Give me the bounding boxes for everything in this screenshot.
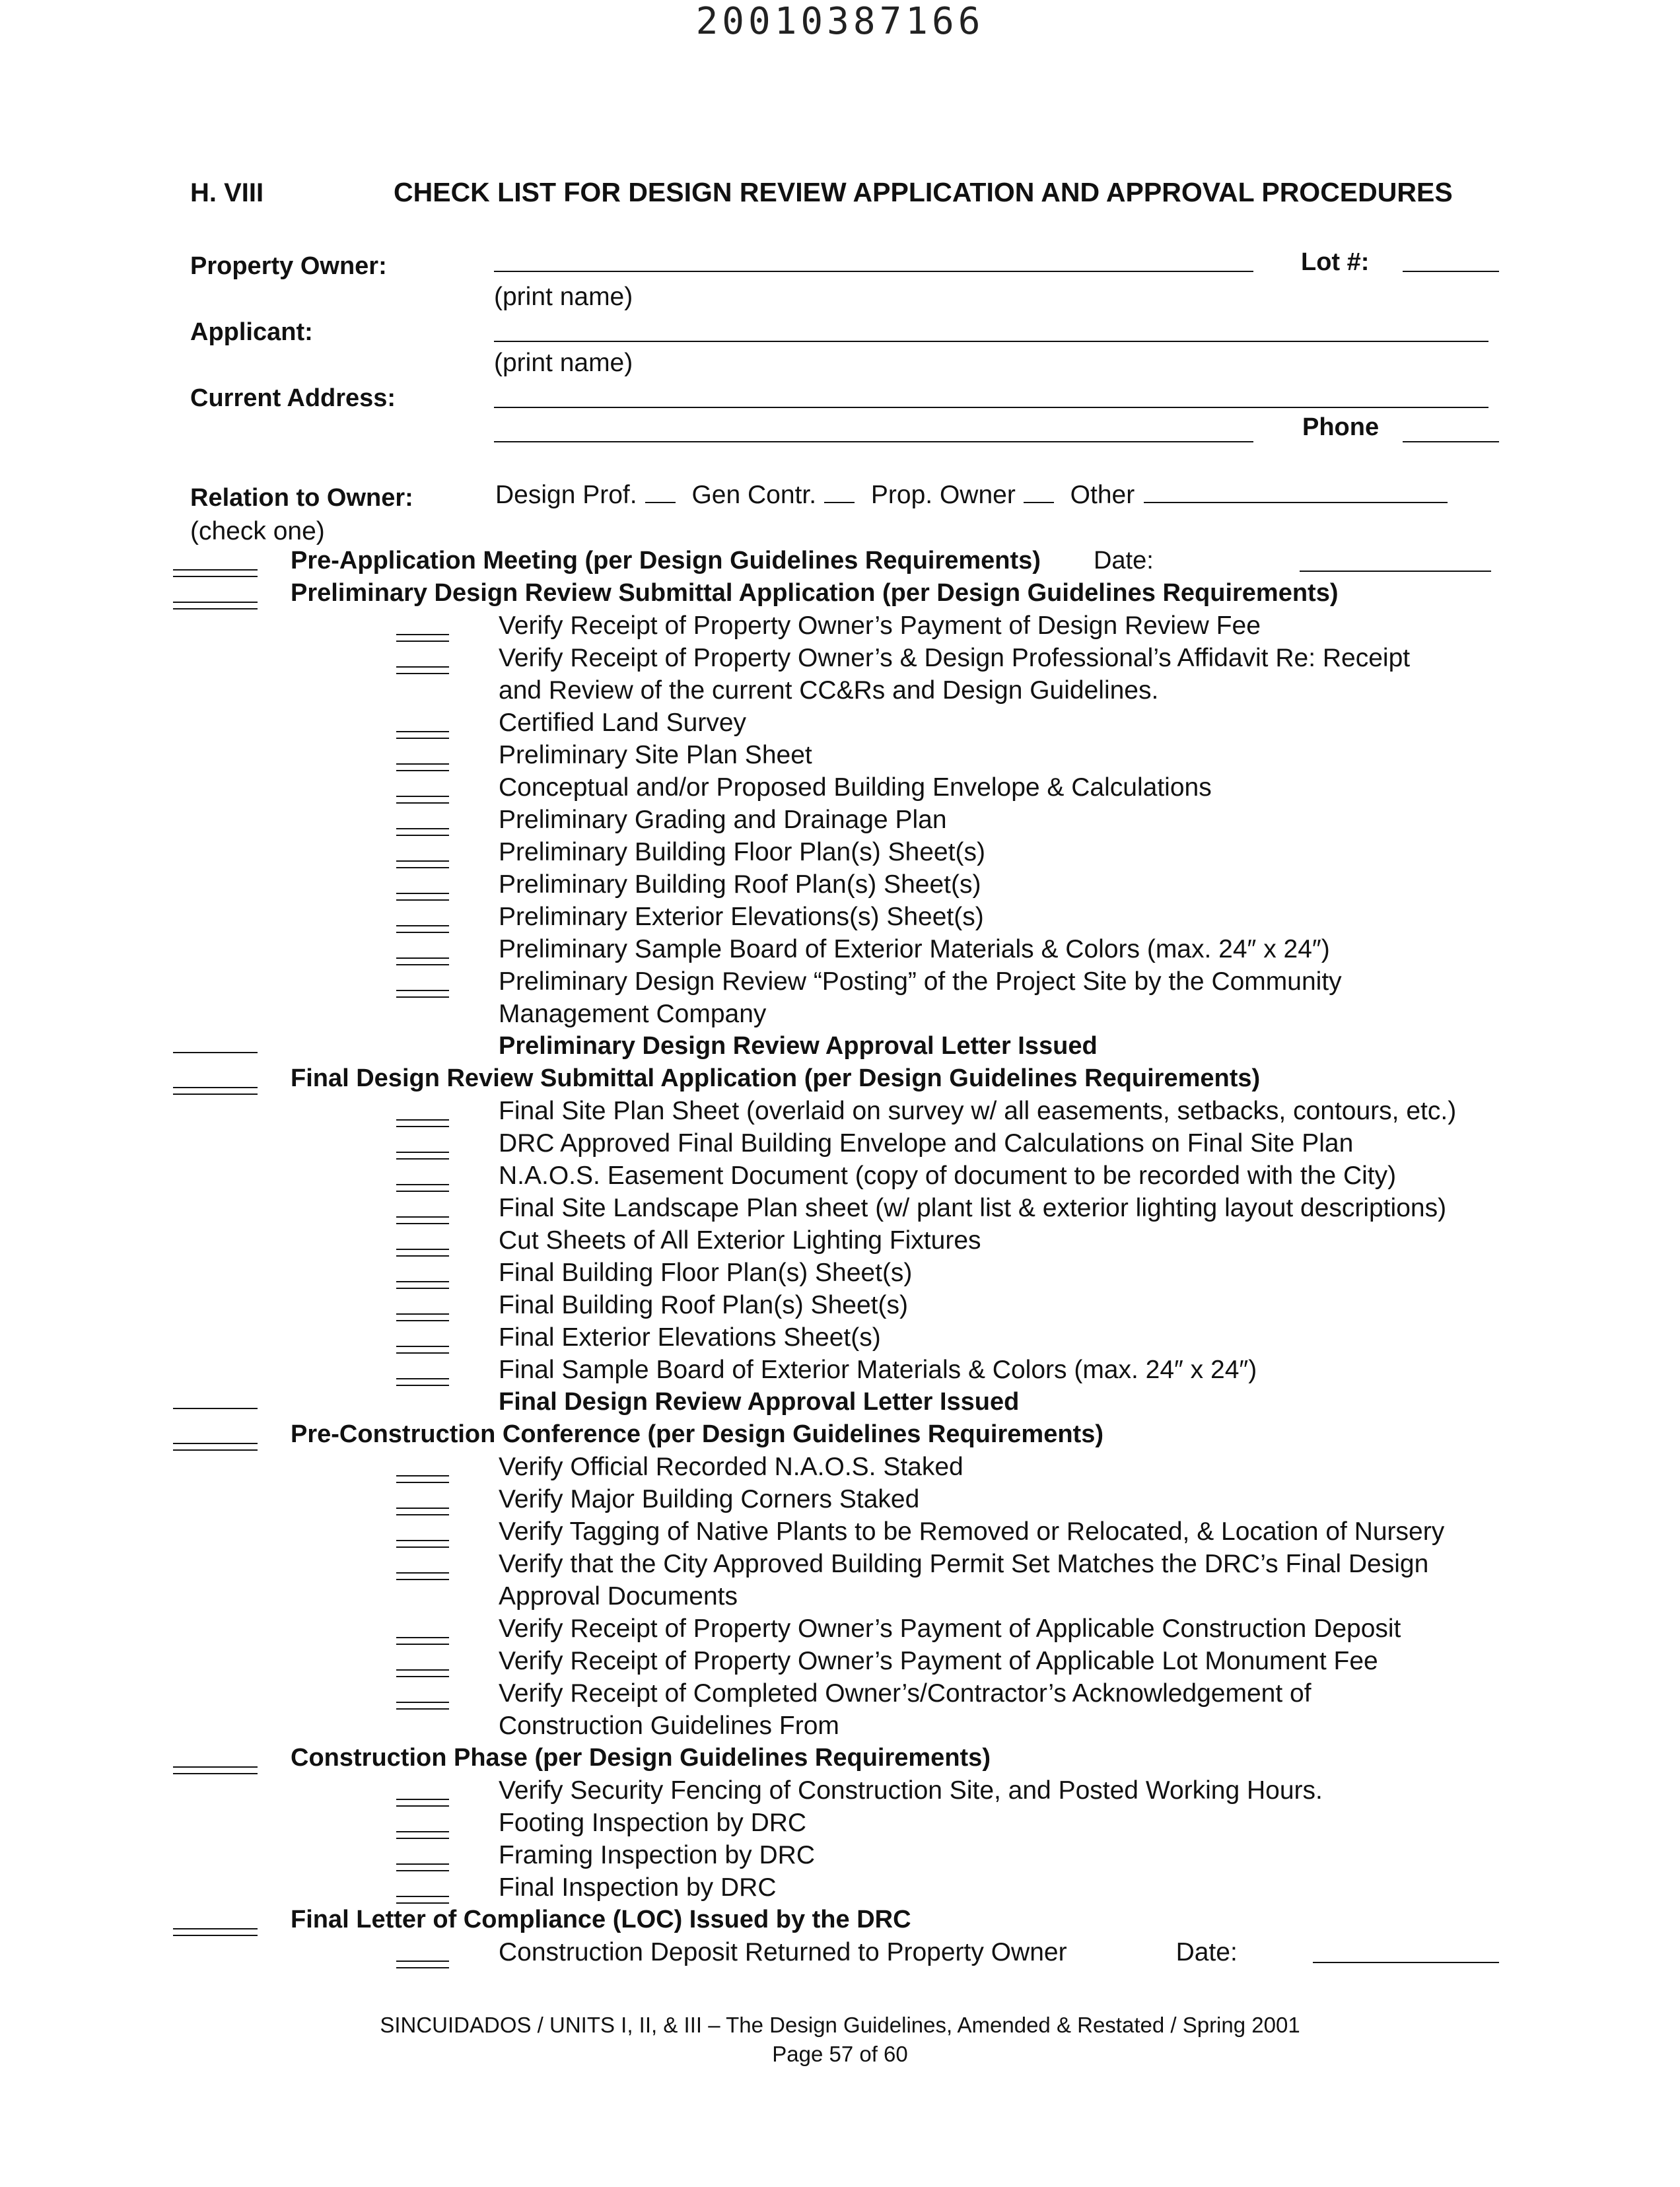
section-checkbox-underline xyxy=(173,1935,258,1936)
property-owner-label: Property Owner: xyxy=(190,252,387,280)
checklist-text: Preliminary Sample Board of Exterior Materials & Colors (max. 24″ x 24″) xyxy=(499,935,1330,963)
checklist-text: and Review of the current CC&Rs and Design Guidelines. xyxy=(499,676,1159,705)
checklist-text: Preliminary Grading and Drainage Plan xyxy=(499,806,947,834)
checklist-text: Final Design Review Submittal Application (per Design Guidelines Requirements) xyxy=(291,1064,1261,1092)
date-field[interactable] xyxy=(1300,571,1491,572)
checklist-text: Approval Documents xyxy=(499,1582,738,1611)
checkbox-gen-contr[interactable] xyxy=(824,482,855,503)
checklist-item xyxy=(291,707,1506,739)
item-checkbox[interactable] xyxy=(396,828,449,829)
checklist-item xyxy=(291,1483,1506,1515)
section-checkbox[interactable] xyxy=(173,1087,258,1088)
option-prop-owner: Prop. Owner xyxy=(870,481,1016,509)
section-checkbox[interactable] xyxy=(173,1052,258,1053)
check-one-hint: (check one) xyxy=(190,517,325,545)
address-field-line-1[interactable] xyxy=(494,407,1488,408)
checklist-text: Verify Receipt of Property Owner’s Payment of Applicable Lot Monument Fee xyxy=(499,1647,1378,1675)
checklist-text: DRC Approved Final Building Envelope and Calculations on Final Site Plan xyxy=(499,1129,1354,1158)
checklist-item xyxy=(291,1774,1506,1807)
item-checkbox[interactable] xyxy=(396,1540,449,1541)
checklist-text: Construction Deposit Returned to Property Owner xyxy=(499,1938,1067,1966)
item-checkbox[interactable] xyxy=(396,1119,449,1121)
checklist-text: Management Company xyxy=(499,1000,767,1028)
checklist-item-continued xyxy=(291,998,1506,1030)
checklist-item-continued xyxy=(291,1580,1506,1613)
section-checkbox[interactable] xyxy=(173,1408,258,1409)
page-title: CHECK LIST FOR DESIGN REVIEW APPLICATION AND APPROVAL PROCEDURES xyxy=(394,177,1453,207)
section-checkbox-underline xyxy=(173,1094,258,1095)
checklist-item xyxy=(291,1548,1506,1580)
item-checkbox[interactable] xyxy=(396,1896,449,1897)
checklist-item xyxy=(291,739,1506,771)
checklist-item xyxy=(291,1257,1506,1289)
checklist-text: Preliminary Building Roof Plan(s) Sheet(s) xyxy=(499,870,981,899)
checklist-text: Verify Receipt of Property Owner’s Payment of Applicable Construction Deposit xyxy=(499,1614,1401,1643)
section-checkbox[interactable] xyxy=(173,1766,258,1768)
item-checkbox[interactable] xyxy=(396,1572,449,1574)
checklist-text: Final Site Landscape Plan sheet (w/ plant list & exterior lighting layout descriptions) xyxy=(499,1194,1447,1222)
section-checkbox[interactable] xyxy=(173,569,258,571)
item-checkbox[interactable] xyxy=(396,1184,449,1185)
checklist-item xyxy=(291,1839,1506,1871)
checklist-text: Preliminary Site Plan Sheet xyxy=(499,741,812,769)
item-checkbox[interactable] xyxy=(396,763,449,765)
item-checkbox[interactable] xyxy=(396,1216,449,1218)
section-checkbox-underline xyxy=(173,608,258,609)
checklist-text: N.A.O.S. Easement Document (copy of document to be recorded with the City) xyxy=(499,1162,1397,1190)
item-checkbox[interactable] xyxy=(396,666,449,668)
checklist-section xyxy=(291,1062,1506,1095)
checklist-text: Cut Sheets of All Exterior Lighting Fixtures xyxy=(499,1226,981,1255)
checklist-item xyxy=(291,1871,1506,1904)
document-number: 20010387166 xyxy=(695,0,985,43)
checklist-item xyxy=(291,868,1506,901)
checklist-text: Final Building Roof Plan(s) Sheet(s) xyxy=(499,1291,908,1319)
item-checkbox[interactable] xyxy=(396,1669,449,1671)
option-other: Other xyxy=(1070,481,1135,509)
option-gen-contr: Gen Contr. xyxy=(691,481,817,509)
other-field[interactable] xyxy=(1144,482,1448,503)
relation-label: Relation to Owner: xyxy=(190,484,413,512)
checklist-item xyxy=(291,771,1506,804)
item-checkbox-underline xyxy=(396,1967,449,1968)
section-checkbox-underline xyxy=(173,1449,258,1451)
checklist-text: Verify Security Fencing of Construction Site, and Posted Working Hours. xyxy=(499,1776,1323,1805)
checklist-item xyxy=(291,1321,1506,1354)
checklist-text: Verify Receipt of Property Owner’s Payment of Design Review Fee xyxy=(499,611,1261,640)
checklist-item xyxy=(291,1289,1506,1321)
applicant-field[interactable] xyxy=(494,341,1488,342)
date-label: Date: xyxy=(1093,547,1154,574)
checklist-item xyxy=(291,1354,1506,1386)
checklist-text: Pre-Construction Conference (per Design Guidelines Requirements) xyxy=(291,1420,1103,1448)
checklist-text: Preliminary Design Review Submittal Application (per Design Guidelines Requirements) xyxy=(291,579,1339,607)
section-checkbox[interactable] xyxy=(173,602,258,603)
section-checkbox[interactable] xyxy=(173,1443,258,1444)
checklist-item xyxy=(291,1192,1506,1224)
checklist-section xyxy=(291,1904,1506,1936)
item-checkbox[interactable] xyxy=(396,1702,449,1703)
item-checkbox[interactable] xyxy=(396,1831,449,1832)
checklist-item xyxy=(291,901,1506,933)
applicant-label: Applicant: xyxy=(190,318,313,346)
checklist-item xyxy=(291,836,1506,868)
checklist-item xyxy=(291,1677,1506,1710)
checklist-text: Preliminary Building Floor Plan(s) Sheet(s) xyxy=(499,838,985,866)
checklist-item xyxy=(291,933,1506,965)
checklist-text: Verify Receipt of Completed Owner’s/Contractor’s Acknowledgement of xyxy=(499,1679,1312,1708)
section-checkbox-underline xyxy=(173,1773,258,1774)
checklist-item xyxy=(291,1224,1506,1257)
option-design-prof: Design Prof. xyxy=(495,481,637,509)
date-label: Date: xyxy=(1175,1938,1238,1966)
item-checkbox[interactable] xyxy=(396,1475,449,1476)
section-checkbox[interactable] xyxy=(173,1928,258,1929)
item-checkbox[interactable] xyxy=(396,1863,449,1865)
checklist-text: Final Site Plan Sheet (overlaid on survey w/ all easements, setbacks, contours, etc.) xyxy=(499,1097,1457,1125)
item-checkbox[interactable] xyxy=(396,1313,449,1315)
checklist-item xyxy=(291,804,1506,836)
item-checkbox[interactable] xyxy=(396,990,449,991)
checkbox-design-prof[interactable] xyxy=(645,482,676,503)
checklist-text: Framing Inspection by DRC xyxy=(499,1841,816,1869)
checklist-item xyxy=(291,1613,1506,1645)
date-field[interactable] xyxy=(1313,1962,1499,1963)
checklist-text: Pre-Application Meeting (per Design Guidelines Requirements) xyxy=(291,547,1041,574)
address-field-line-2[interactable] xyxy=(494,441,1253,442)
checklist-section xyxy=(291,577,1506,609)
checklist-text: Conceptual and/or Proposed Building Envelope & Calculations xyxy=(499,773,1212,802)
item-checkbox[interactable] xyxy=(396,1378,449,1379)
print-name-hint: (print name) xyxy=(494,283,633,311)
checklist-text: Verify Official Recorded N.A.O.S. Staked xyxy=(499,1453,963,1481)
checklist-item xyxy=(291,609,1506,642)
item-checkbox[interactable] xyxy=(396,1249,449,1250)
checklist-text: Final Inspection by DRC xyxy=(499,1873,777,1902)
item-checkbox[interactable] xyxy=(396,1799,449,1800)
checklist-section xyxy=(291,545,1506,577)
phone-label: Phone xyxy=(1302,413,1380,441)
checklist-text: Preliminary Design Review “Posting” of the Project Site by the Community xyxy=(499,967,1342,996)
checklist xyxy=(291,545,1506,1968)
checklist-item xyxy=(291,965,1506,998)
checklist-item xyxy=(291,1127,1506,1160)
lot-label: Lot #: xyxy=(1301,248,1370,276)
checklist-item-continued xyxy=(291,1710,1506,1742)
checklist-item xyxy=(291,1515,1506,1548)
item-checkbox[interactable] xyxy=(396,1637,449,1638)
checklist-text: Preliminary Exterior Elevations(s) Sheet(s) xyxy=(499,903,984,931)
checklist-text: Verify Major Building Corners Staked xyxy=(499,1485,920,1513)
checklist-section xyxy=(291,1418,1506,1451)
checklist-item xyxy=(291,1807,1506,1839)
checkbox-prop-owner[interactable] xyxy=(1024,482,1054,503)
checklist-text: Final Exterior Elevations Sheet(s) xyxy=(499,1323,881,1352)
checklist-item-continued xyxy=(291,1386,1506,1418)
item-checkbox[interactable] xyxy=(396,796,449,797)
item-checkbox[interactable] xyxy=(396,634,449,635)
checklist-text: Construction Guidelines From xyxy=(499,1712,839,1740)
checklist-text: Verify Receipt of Property Owner’s & Design Professional’s Affidavit Re: Receipt xyxy=(499,644,1411,672)
checklist-item xyxy=(291,1645,1506,1677)
item-checkbox[interactable] xyxy=(396,1152,449,1153)
property-owner-field[interactable] xyxy=(494,271,1253,272)
item-checkbox[interactable] xyxy=(396,860,449,862)
checklist-text: Verify Tagging of Native Plants to be Removed or Relocated, & Location of Nursery xyxy=(499,1517,1445,1546)
current-address-label: Current Address: xyxy=(190,384,396,412)
section-checkbox-underline xyxy=(173,576,258,577)
item-checkbox[interactable] xyxy=(396,1346,449,1347)
checklist-item xyxy=(291,642,1506,674)
checklist-section xyxy=(291,1742,1506,1774)
checklist-item xyxy=(291,1160,1506,1192)
checklist-text: Certified Land Survey xyxy=(499,709,747,737)
footer-page-number: Page 57 of 60 xyxy=(772,2042,908,2066)
checklist-item xyxy=(291,1095,1506,1127)
checklist-text: Footing Inspection by DRC xyxy=(499,1809,807,1837)
item-checkbox[interactable] xyxy=(396,1961,449,1962)
footer-citation: SINCUIDADOS / UNITS I, II, & III – The Design Guidelines, Amended & Restated / Spring 2001 xyxy=(380,2013,1300,2037)
checklist-text: Preliminary Design Review Approval Letter Issued xyxy=(499,1032,1098,1060)
checklist-text: Verify that the City Approved Building Permit Set Matches the DRC’s Final Design xyxy=(499,1550,1429,1578)
item-checkbox[interactable] xyxy=(396,957,449,959)
section-number: H. VIII xyxy=(190,178,264,207)
checklist-item xyxy=(291,1451,1506,1483)
item-checkbox[interactable] xyxy=(396,893,449,894)
checklist-text: Final Sample Board of Exterior Materials & Colors (max. 24″ x 24″) xyxy=(499,1356,1257,1384)
checklist-text: Final Design Review Approval Letter Issued xyxy=(499,1388,1020,1416)
checklist-text: Final Building Floor Plan(s) Sheet(s) xyxy=(499,1259,913,1287)
checklist-item-continued xyxy=(291,674,1506,707)
item-checkbox[interactable] xyxy=(396,925,449,926)
item-checkbox[interactable] xyxy=(396,1281,449,1282)
lot-field[interactable] xyxy=(1403,271,1499,272)
checklist-item xyxy=(291,1936,1506,1968)
checklist-text: Final Letter of Compliance (LOC) Issued by the DRC xyxy=(291,1906,911,1933)
phone-field[interactable] xyxy=(1403,441,1499,442)
item-checkbox[interactable] xyxy=(396,731,449,732)
print-name-hint: (print name) xyxy=(494,349,633,377)
checklist-text: Construction Phase (per Design Guidelines Requirements) xyxy=(291,1744,991,1772)
checklist-item-continued xyxy=(291,1030,1506,1062)
relation-options xyxy=(495,481,1457,510)
item-checkbox[interactable] xyxy=(396,1508,449,1509)
